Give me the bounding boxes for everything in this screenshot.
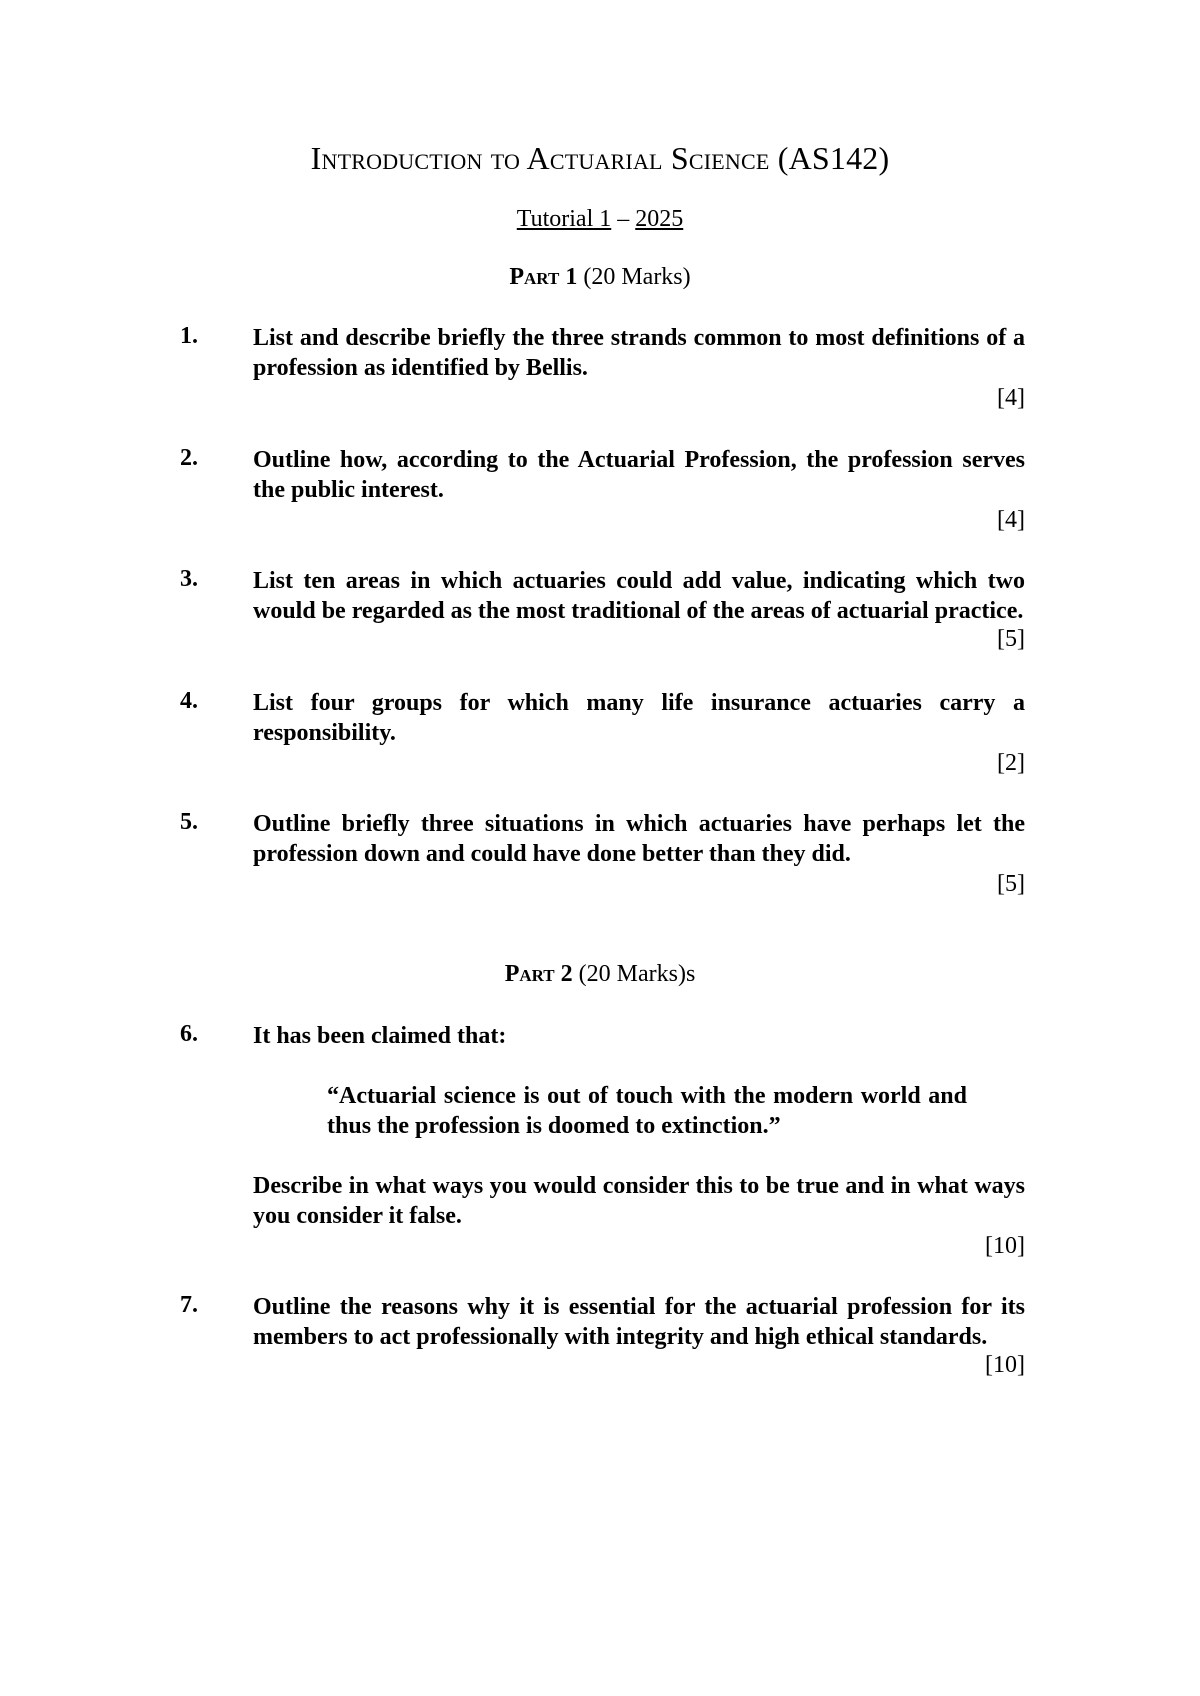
question-3-marks: [5] [997,626,1025,652]
question-3-number: 3. [180,566,198,592]
subtitle-dash: – [611,206,636,232]
question-1-number: 1. [180,323,198,349]
question-6-number: 6. [180,1021,198,1047]
tutorial-year: 2025 [635,206,684,232]
part1-label: Part 1 [509,264,578,290]
question-7-number: 7. [180,1292,198,1318]
question-7-marks: [10] [985,1352,1025,1378]
tutorial-label: Tutorial 1 [516,206,612,232]
tutorial-subtitle [0,206,1200,233]
question-6-followup: Describe in what ways you would consider this to be true and in what ways you consider it false. [253,1173,1025,1229]
question-6-marks: [10] [985,1233,1025,1259]
question-2-marks: [4] [997,507,1025,533]
question-6-quote: “Actuarial science is out of touch with the modern world and thus the profession is doomed to extinction.” [327,1083,967,1139]
part2-heading [0,961,1200,988]
question-5-number: 5. [180,809,198,835]
question-1-marks: [4] [997,385,1025,411]
question-5-text: Outline briefly three situations in which actuaries have perhaps let the profession down and could have done better than they did. [253,811,1025,867]
part1-marks: (20 Marks) [583,264,691,290]
question-6-text: It has been claimed that: [253,1023,507,1049]
part2-marks: (20 Marks)s [578,961,696,987]
question-7-text: Outline the reasons why it is essential for the actuarial profession for its members to act professionally with integrity and high ethical standards. [253,1294,1025,1350]
question-3-text: List ten areas in which actuaries could add value, indicating which two would be regarded as the most traditional of the areas of actuarial practice. [253,568,1025,624]
part2-label: Part 2 [504,961,573,987]
part1-heading [0,264,1200,291]
question-4-number: 4. [180,688,198,714]
question-5-marks: [5] [997,871,1025,897]
question-2-text: Outline how, according to the Actuarial Profession, the profession serves the public interest. [253,447,1025,503]
document-title: Introduction to Actuarial Science (AS142) [310,140,890,176]
question-2-number: 2. [180,445,198,471]
question-4-text: List four groups for which many life insurance actuaries carry a responsibility. [253,690,1025,746]
question-1-text: List and describe briefly the three strands common to most definitions of a profession as identified by Bellis. [253,325,1025,381]
question-4-marks: [2] [997,750,1025,776]
